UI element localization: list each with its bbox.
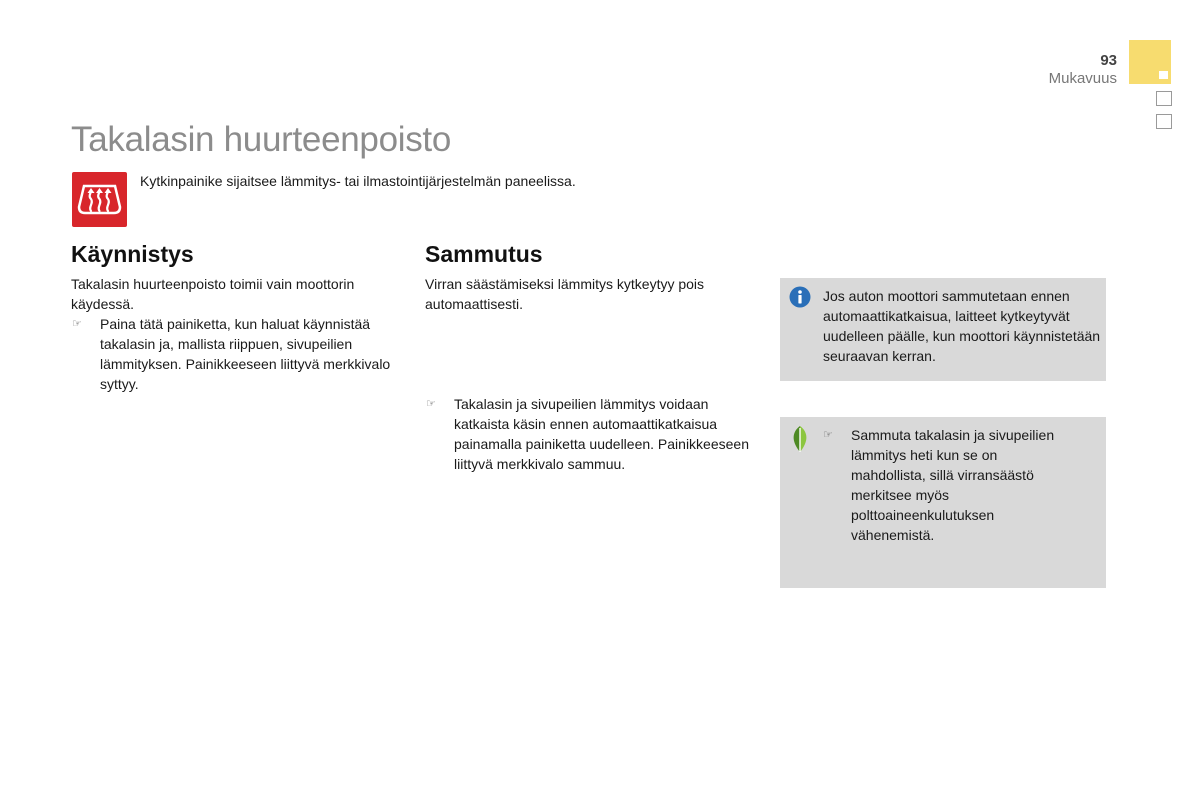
intro-text: Kytkinpainike sijaitsee lämmitys- tai ilmastointijärjestelmän paneelissa. <box>140 173 576 189</box>
eco-note-text: Sammuta takalasin ja sivupeilien lämmitys heti kun se on mahdollista, sillä virransäästö merkitsee myös polttoaineenkulutuksen vähenemistä. <box>851 427 1055 543</box>
stop-text: Virran säästämiseksi lämmitys kytkeytyy pois automaattisesti. <box>425 276 705 312</box>
chapter-tab-marker <box>1159 71 1168 79</box>
chapter-tab-box <box>1156 91 1172 106</box>
eco-note-box <box>780 417 1106 588</box>
section-label: Mukavuus <box>1048 70 1117 87</box>
bullet-marker-icon: ☞ <box>823 429 833 441</box>
stop-bullet-text: Takalasin ja sivupeilien lämmitys voidaan katkaista käsin ennen automaattikatkaisua painamalla painiketta uudelleen. Painikkeeseen liittyvä merkkivalo sammuu. <box>454 396 749 472</box>
bullet-marker-icon: ☞ <box>72 318 82 330</box>
info-icon <box>789 286 811 313</box>
page-title: Takalasin huurteenpoisto <box>71 120 452 159</box>
chapter-tab-box <box>1156 114 1172 129</box>
page-number: 93 <box>1100 52 1117 69</box>
bullet-marker-icon: ☞ <box>426 398 436 410</box>
start-text: Takalasin huurteenpoisto toimii vain moottorin käydessä. <box>71 276 355 312</box>
start-bullet-text: Paina tätä painiketta, kun haluat käynnistää takalasin ja, mallista riippuen, sivupeilien lämmityksen. Painikkeeseen liittyvä merkkivalo syttyy. <box>100 316 391 392</box>
start-bullet <box>72 314 400 394</box>
chapter-tab <box>1129 40 1171 84</box>
stop-bullet <box>426 394 764 474</box>
eco-bullet <box>823 425 1061 545</box>
eco-leaf-icon <box>789 425 811 458</box>
rear-defrost-icon <box>72 172 127 227</box>
info-note-text: Jos auton moottori sammutetaan ennen automaattikatkaisua, laitteet kytkeytyvät uudelleen päälle, kun moottori käynnistetään seuraavan kerran. <box>823 288 1101 364</box>
stop-heading: Sammutus <box>425 241 543 267</box>
info-note-box <box>780 278 1106 381</box>
start-heading: Käynnistys <box>71 241 194 267</box>
